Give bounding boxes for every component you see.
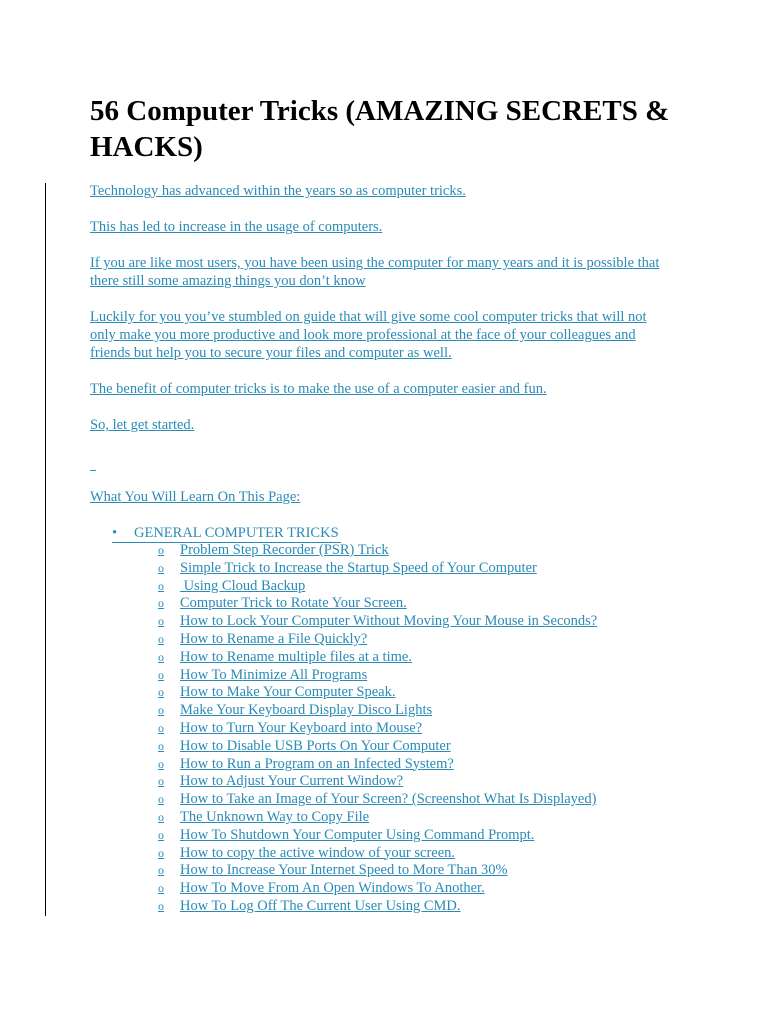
circle-bullet-icon: o xyxy=(158,809,164,824)
toc-section-general[interactable] xyxy=(112,524,341,543)
circle-bullet-icon: o xyxy=(158,720,164,735)
toc-item-link[interactable]: How to Increase Your Internet Speed to More Than 30% xyxy=(180,862,508,879)
circle-bullet-icon: o xyxy=(158,631,164,646)
toc-item-link[interactable]: How To Minimize All Programs xyxy=(180,666,368,683)
toc-item[interactable] xyxy=(158,613,597,631)
circle-bullet-icon: o xyxy=(158,578,164,593)
circle-bullet-icon: o xyxy=(158,596,164,611)
toc-item-link[interactable]: How to Turn Your Keyboard into Mouse? xyxy=(180,719,423,736)
toc-item[interactable] xyxy=(158,880,597,898)
toc-item-link[interactable]: Using Cloud Backup xyxy=(180,577,306,594)
toc-item[interactable] xyxy=(158,720,597,738)
intro-paragraph-6-text: So, let get started. xyxy=(90,417,195,433)
intro-paragraph-3-text: If you are like most users, you have been using the computer for many years and it is possible that there still some amazing things you don’t know xyxy=(90,255,660,289)
empty-link-dash[interactable] xyxy=(90,452,96,471)
document-title: 56 Computer Tricks (AMAZING SECRETS & HACKS) xyxy=(90,95,670,163)
intro-paragraph-3[interactable] xyxy=(90,254,670,290)
toc-item[interactable] xyxy=(158,738,597,756)
toc-item-link[interactable]: How to Make Your Computer Speak. xyxy=(180,684,396,701)
toc-item-link[interactable]: Problem Step Recorder (PSR) Trick xyxy=(180,542,389,558)
toc-item[interactable] xyxy=(158,667,597,685)
circle-bullet-icon: o xyxy=(158,863,164,878)
intro-paragraph-4[interactable] xyxy=(90,308,675,362)
toc-item-link[interactable]: How To Log Off The Current User Using CMD. xyxy=(180,897,461,914)
toc-item[interactable] xyxy=(158,898,597,916)
circle-bullet-icon: o xyxy=(158,685,164,700)
toc-item-link[interactable]: Make Your Keyboard Display Disco Lights xyxy=(180,702,433,719)
intro-paragraph-1-text: Technology has advanced within the years so as computer tricks. xyxy=(90,183,466,199)
toc-item[interactable] xyxy=(158,702,597,720)
toc-item[interactable] xyxy=(158,542,597,560)
toc-item[interactable] xyxy=(158,756,597,774)
circle-bullet-icon: o xyxy=(158,667,164,682)
toc-item[interactable] xyxy=(158,809,597,827)
circle-bullet-icon: o xyxy=(158,827,164,842)
toc-item[interactable] xyxy=(158,827,597,845)
toc-item-link[interactable]: How to Lock Your Computer Without Moving Your Mouse in Seconds? xyxy=(180,613,598,630)
toc-item-link[interactable]: How To Move From An Open Windows To Another. xyxy=(180,880,485,897)
toc-item-link[interactable]: How to Run a Program on an Infected System? xyxy=(180,755,454,772)
bullet-icon: • xyxy=(112,525,118,541)
circle-bullet-icon: o xyxy=(158,649,164,664)
toc-item[interactable] xyxy=(158,649,597,667)
toc-item-link[interactable]: How to Rename multiple files at a time. xyxy=(180,648,412,665)
circle-bullet-icon: o xyxy=(158,792,164,807)
circle-bullet-icon: o xyxy=(158,756,164,771)
toc-item-link[interactable]: Computer Trick to Rotate Your Screen. xyxy=(180,595,407,612)
left-margin-bar xyxy=(45,183,46,916)
circle-bullet-icon: o xyxy=(158,898,164,913)
circle-bullet-icon: o xyxy=(158,774,164,789)
toc-item-link[interactable]: How to Adjust Your Current Window? xyxy=(180,773,404,790)
toc-item-link[interactable]: How to Take an Image of Your Screen? (Screenshot What Is Displayed) xyxy=(180,791,597,808)
intro-paragraph-6[interactable] xyxy=(90,416,194,434)
circle-bullet-icon: o xyxy=(158,614,164,629)
toc-item-link[interactable]: The Unknown Way to Copy File xyxy=(180,808,370,825)
toc-item[interactable] xyxy=(158,791,597,809)
toc-item-link[interactable]: How to copy the active window of your screen. xyxy=(180,844,456,861)
intro-paragraph-2[interactable] xyxy=(90,218,382,236)
toc-section-title: GENERAL COMPUTER TRICKS xyxy=(134,525,339,541)
toc-item[interactable] xyxy=(158,631,597,649)
toc-item[interactable] xyxy=(158,595,597,613)
intro-paragraph-5-text: The benefit of computer tricks is to make the use of a computer easier and fun. xyxy=(90,381,547,397)
circle-bullet-icon: o xyxy=(158,543,164,557)
circle-bullet-icon: o xyxy=(158,845,164,860)
circle-bullet-icon: o xyxy=(158,881,164,896)
circle-bullet-icon: o xyxy=(158,703,164,718)
toc-item[interactable] xyxy=(158,578,597,596)
toc-item-link[interactable]: How to Rename a File Quickly? xyxy=(180,630,368,647)
toc-sublist xyxy=(158,542,597,916)
learn-heading-link[interactable]: What You Will Learn On This Page: xyxy=(90,489,301,505)
circle-bullet-icon: o xyxy=(158,738,164,753)
toc-item[interactable] xyxy=(158,845,597,863)
intro-paragraph-5[interactable] xyxy=(90,380,547,398)
circle-bullet-icon: o xyxy=(158,560,164,575)
toc-item[interactable] xyxy=(158,773,597,791)
toc-item-link[interactable]: How to Disable USB Ports On Your Computer xyxy=(180,737,451,754)
intro-paragraph-4-text: Luckily for you you’ve stumbled on guide that will give some cool computer tricks that will not only make you more productive and look more professional at the face of your colleagues and friends but help you to secure your files and computer as well. xyxy=(90,309,647,361)
intro-paragraph-2-text: This has led to increase in the usage of computers. xyxy=(90,219,383,235)
intro-paragraph-1[interactable] xyxy=(90,182,466,200)
toc-item[interactable] xyxy=(158,862,597,880)
toc-item-link[interactable]: How To Shutdown Your Computer Using Command Prompt. xyxy=(180,826,535,843)
toc-item[interactable] xyxy=(158,684,597,702)
toc-item[interactable] xyxy=(158,560,597,578)
toc-item-link[interactable]: Simple Trick to Increase the Startup Speed of Your Computer xyxy=(180,559,537,576)
